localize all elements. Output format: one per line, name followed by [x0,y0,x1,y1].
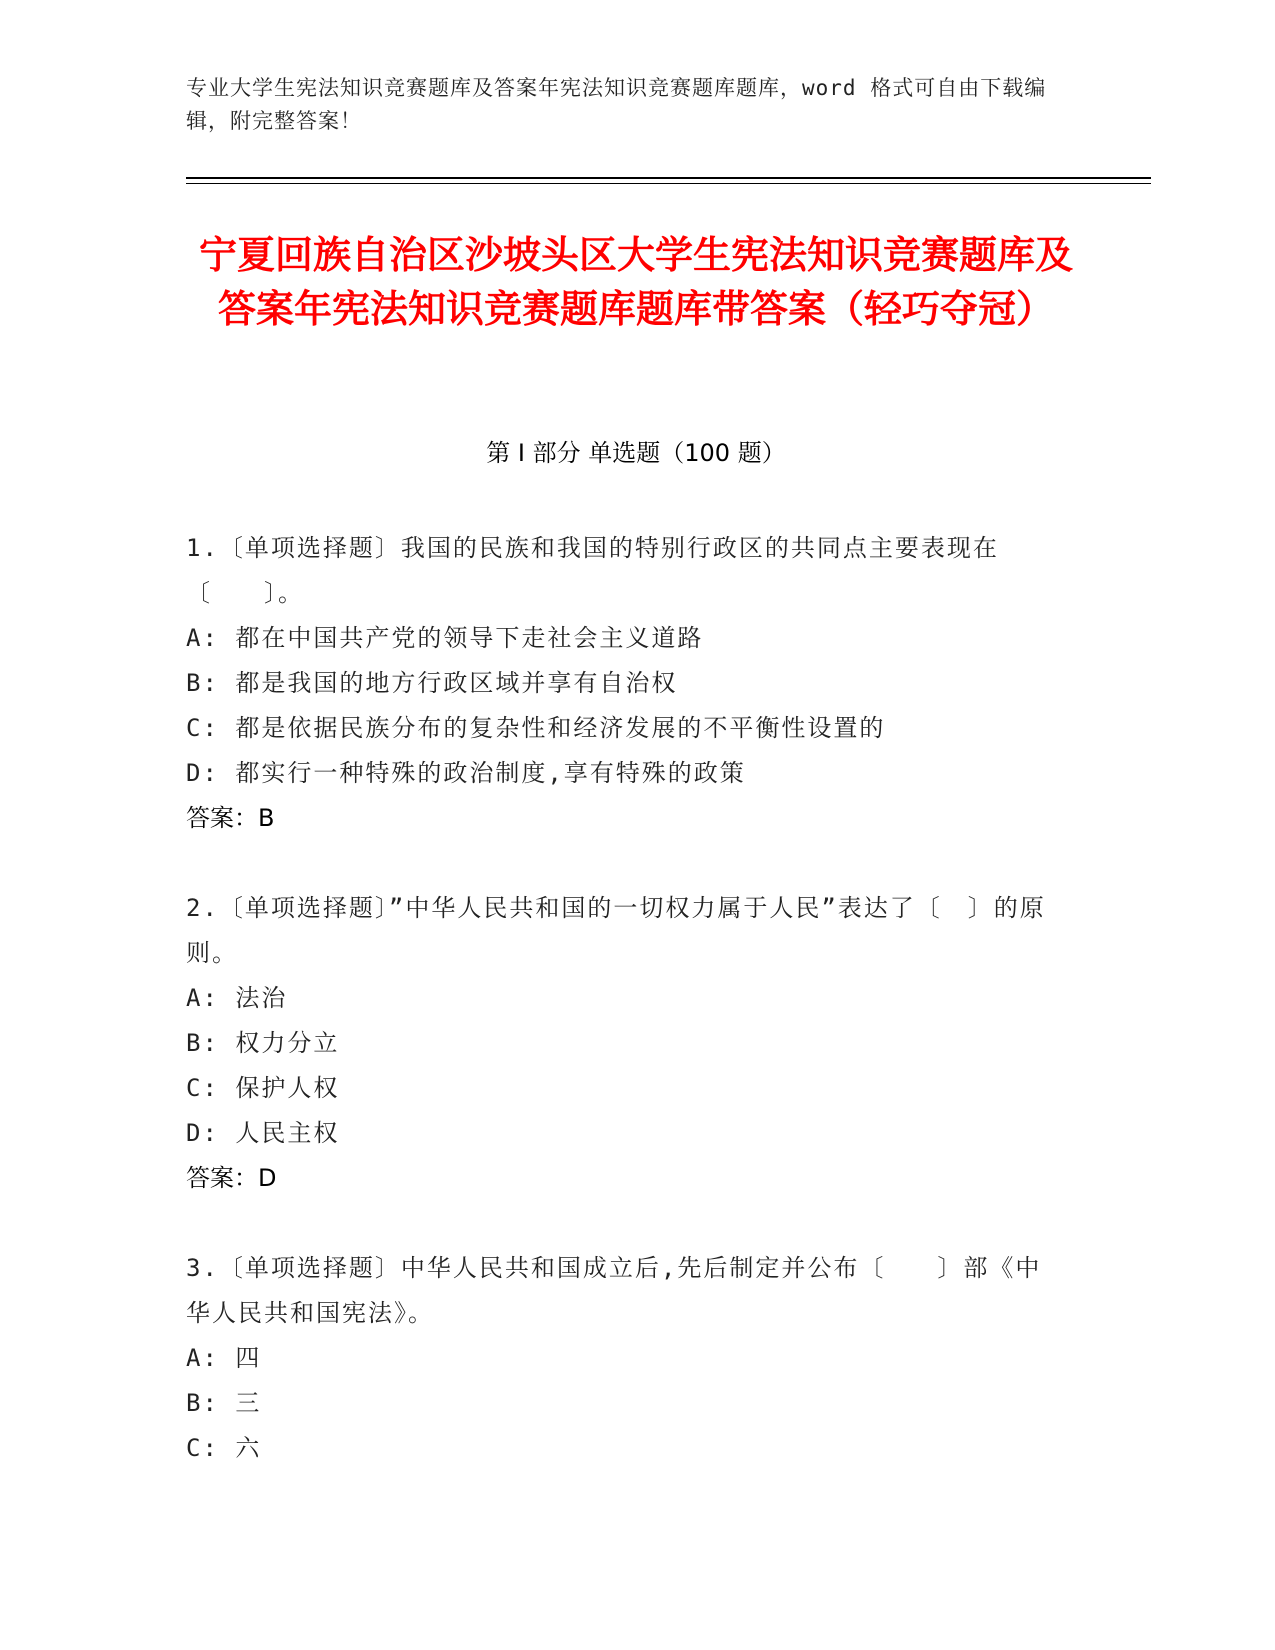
option-b: B: 都是我国的地方行政区域并享有自治权 [186,669,678,697]
option-c: C: 六 [186,1434,262,1462]
option-b: B: 权力分立 [186,1029,340,1057]
question-1 [186,526,1066,841]
question-3 [186,1246,1066,1471]
option-a: A: 四 [186,1344,262,1372]
option-a: A: 法治 [186,984,288,1012]
header-rule-bottom [186,183,1151,184]
document-title: 宁夏回族自治区沙坡头区大学生宪法知识竞赛题库及答案年宪法知识竞赛题库题库带答案（轻巧夺冠） [198,233,1073,331]
option-c: C: 保护人权 [186,1074,340,1102]
question-stem: 3.〔单项选择题〕中华人民共和国成立后,先后制定并公布〔 〕部《中华人民共和国宪法》。 [186,1254,1042,1327]
header-rule-top [186,177,1151,179]
question-stem: 2.〔单项选择题〕”中华人民共和国的一切权力属于人民”表达了〔 〕的原则。 [186,894,1046,967]
option-b: B: 三 [186,1389,262,1417]
option-a: A: 都在中国共产党的领导下走社会主义道路 [186,624,704,652]
section-heading: 第 I 部分 单选题（100 题） [486,439,786,467]
question-stem: 1.〔单项选择题〕我国的民族和我国的特别行政区的共同点主要表现在〔 〕。 [186,534,999,607]
header-note: 专业大学生宪法知识竞赛题库及答案年宪法知识竞赛题库题库，word 格式可自由下载编辑，附完整答案！ [186,76,1047,133]
answer: 答案：D [186,1164,277,1192]
option-d: D: 人民主权 [186,1119,340,1147]
option-c: C: 都是依据民族分布的复杂性和经济发展的不平衡性设置的 [186,714,886,742]
option-d: D: 都实行一种特殊的政治制度,享有特殊的政策 [186,759,746,787]
answer: 答案：B [186,804,275,832]
question-2 [186,886,1066,1201]
